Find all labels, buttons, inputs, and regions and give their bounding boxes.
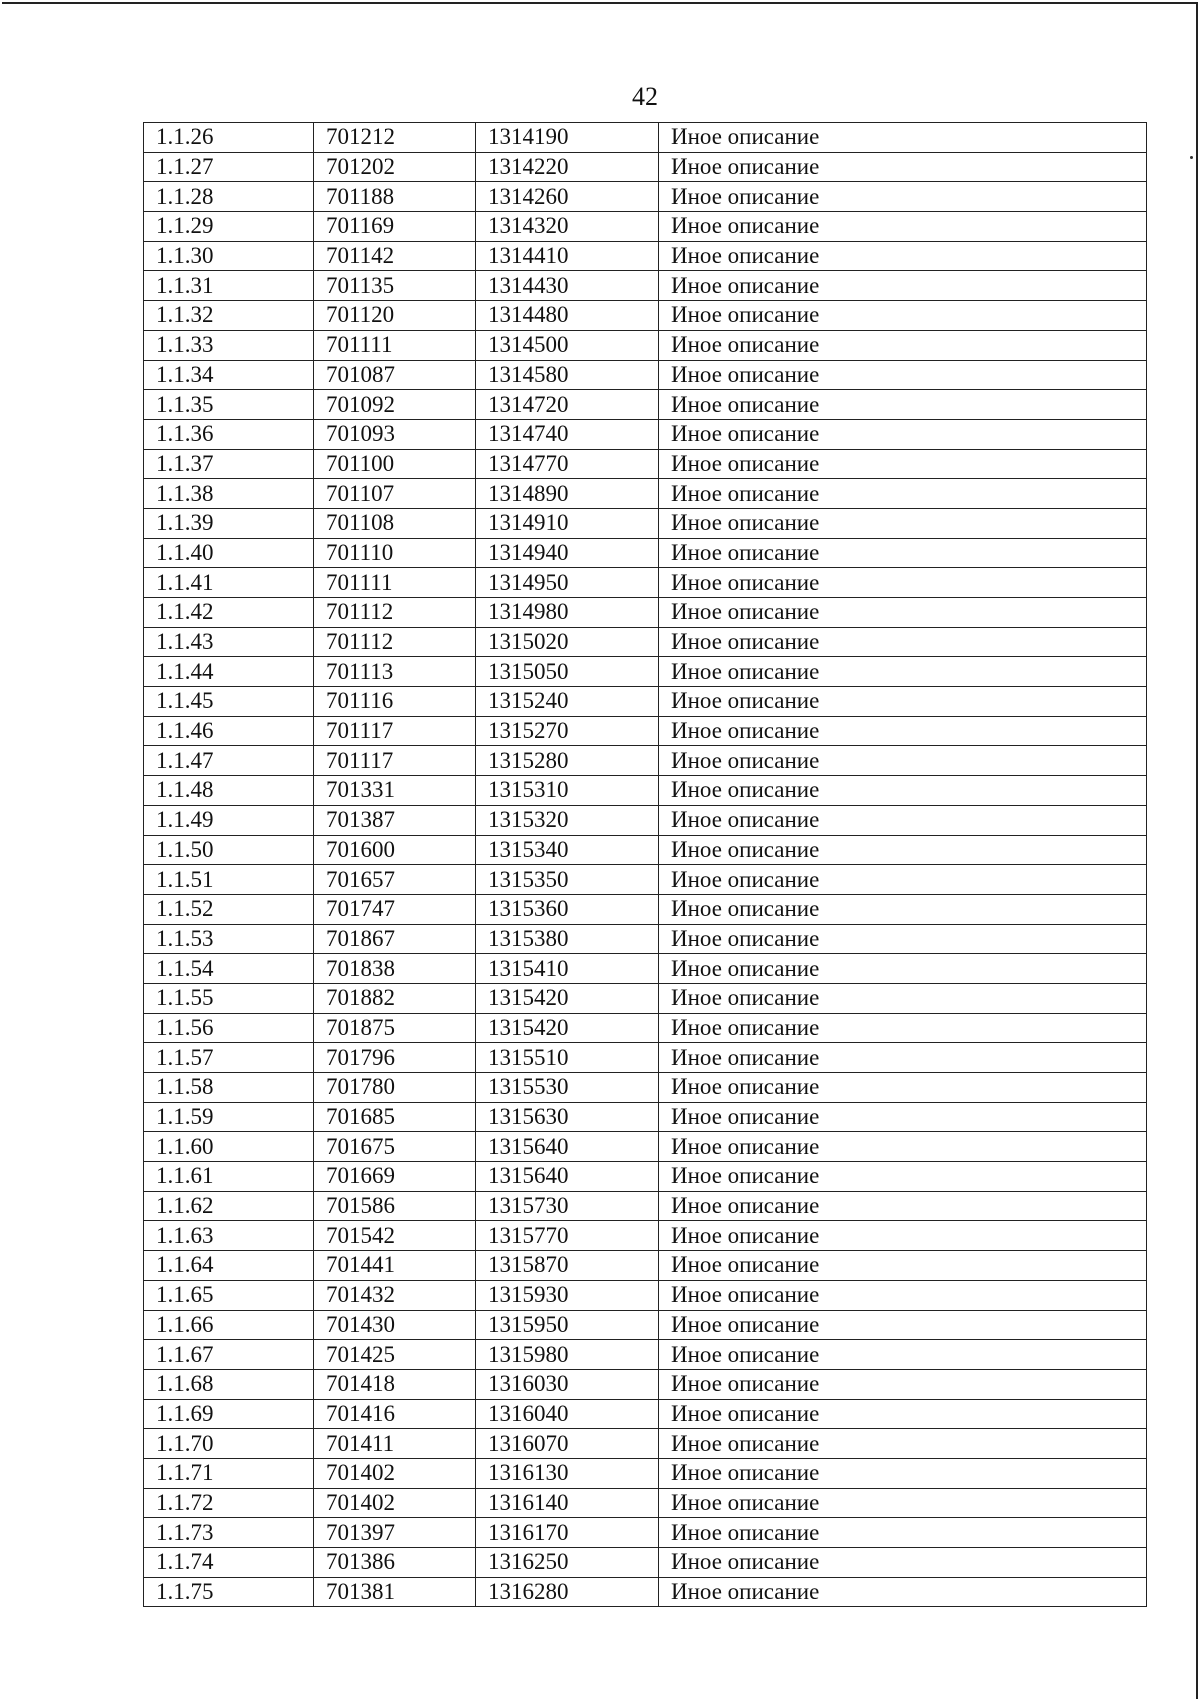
table-body	[144, 123, 1147, 1607]
y-coordinate-cell: 1314950	[476, 568, 659, 598]
point-number-cell: 1.1.65	[144, 1280, 314, 1310]
y-coordinate-cell: 1315640	[476, 1162, 659, 1192]
description-cell: Иное описание	[659, 301, 1147, 331]
table-row	[144, 865, 1147, 895]
y-coordinate-cell: 1314500	[476, 330, 659, 360]
table-row	[144, 301, 1147, 331]
description-cell: Иное описание	[659, 894, 1147, 924]
x-coordinate-cell: 701092	[314, 390, 476, 420]
description-cell: Иное описание	[659, 1518, 1147, 1548]
description-cell: Иное описание	[659, 657, 1147, 687]
description-cell: Иное описание	[659, 152, 1147, 182]
description-cell: Иное описание	[659, 1280, 1147, 1310]
x-coordinate-cell: 701542	[314, 1221, 476, 1251]
table-row	[144, 1013, 1147, 1043]
description-cell: Иное описание	[659, 212, 1147, 242]
x-coordinate-cell: 701117	[314, 746, 476, 776]
y-coordinate-cell: 1314320	[476, 212, 659, 242]
page-number: 42	[632, 82, 658, 111]
x-coordinate-cell: 701100	[314, 449, 476, 479]
y-coordinate-cell: 1315340	[476, 835, 659, 865]
y-coordinate-cell: 1315240	[476, 687, 659, 717]
y-coordinate-cell: 1315980	[476, 1340, 659, 1370]
point-number-cell: 1.1.44	[144, 657, 314, 687]
description-cell: Иное описание	[659, 508, 1147, 538]
description-cell: Иное описание	[659, 835, 1147, 865]
point-number-cell: 1.1.42	[144, 598, 314, 628]
point-number-cell: 1.1.60	[144, 1132, 314, 1162]
y-coordinate-cell: 1315420	[476, 983, 659, 1013]
point-number-cell: 1.1.74	[144, 1548, 314, 1578]
x-coordinate-cell: 701188	[314, 182, 476, 212]
point-number-cell: 1.1.66	[144, 1310, 314, 1340]
description-cell: Иное описание	[659, 1073, 1147, 1103]
point-number-cell: 1.1.51	[144, 865, 314, 895]
point-number-cell: 1.1.43	[144, 627, 314, 657]
point-number-cell: 1.1.27	[144, 152, 314, 182]
description-cell: Иное описание	[659, 598, 1147, 628]
table-row	[144, 508, 1147, 538]
table-row	[144, 123, 1147, 153]
description-cell: Иное описание	[659, 1132, 1147, 1162]
table-row	[144, 1340, 1147, 1370]
table-row	[144, 1518, 1147, 1548]
point-number-cell: 1.1.26	[144, 123, 314, 153]
table-row	[144, 479, 1147, 509]
point-number-cell: 1.1.37	[144, 449, 314, 479]
x-coordinate-cell: 701113	[314, 657, 476, 687]
table-row	[144, 1429, 1147, 1459]
point-number-cell: 1.1.71	[144, 1458, 314, 1488]
point-number-cell: 1.1.34	[144, 360, 314, 390]
y-coordinate-cell: 1315730	[476, 1191, 659, 1221]
y-coordinate-cell: 1314980	[476, 598, 659, 628]
x-coordinate-cell: 701112	[314, 627, 476, 657]
table-row	[144, 1488, 1147, 1518]
table-row	[144, 1162, 1147, 1192]
x-coordinate-cell: 701669	[314, 1162, 476, 1192]
x-coordinate-cell: 701107	[314, 479, 476, 509]
y-coordinate-cell: 1314260	[476, 182, 659, 212]
x-coordinate-cell: 701111	[314, 568, 476, 598]
point-number-cell: 1.1.29	[144, 212, 314, 242]
y-coordinate-cell: 1315020	[476, 627, 659, 657]
description-cell: Иное описание	[659, 123, 1147, 153]
y-coordinate-cell: 1316170	[476, 1518, 659, 1548]
description-cell: Иное описание	[659, 360, 1147, 390]
table-row	[144, 805, 1147, 835]
x-coordinate-cell: 701387	[314, 805, 476, 835]
x-coordinate-cell: 701685	[314, 1102, 476, 1132]
table-row	[144, 687, 1147, 717]
x-coordinate-cell: 701331	[314, 776, 476, 806]
point-number-cell: 1.1.54	[144, 954, 314, 984]
x-coordinate-cell: 701386	[314, 1548, 476, 1578]
description-cell: Иное описание	[659, 1162, 1147, 1192]
x-coordinate-cell: 701212	[314, 123, 476, 153]
y-coordinate-cell: 1315320	[476, 805, 659, 835]
x-coordinate-cell: 701411	[314, 1429, 476, 1459]
point-number-cell: 1.1.38	[144, 479, 314, 509]
y-coordinate-cell: 1316130	[476, 1458, 659, 1488]
description-cell: Иное описание	[659, 1488, 1147, 1518]
table-row	[144, 390, 1147, 420]
description-cell: Иное описание	[659, 1251, 1147, 1281]
table-row	[144, 716, 1147, 746]
x-coordinate-cell: 701142	[314, 241, 476, 271]
y-coordinate-cell: 1314720	[476, 390, 659, 420]
y-coordinate-cell: 1315050	[476, 657, 659, 687]
x-coordinate-cell: 701087	[314, 360, 476, 390]
table-row	[144, 835, 1147, 865]
y-coordinate-cell: 1314890	[476, 479, 659, 509]
point-number-cell: 1.1.53	[144, 924, 314, 954]
x-coordinate-cell: 701418	[314, 1369, 476, 1399]
y-coordinate-cell: 1315380	[476, 924, 659, 954]
x-coordinate-cell: 701586	[314, 1191, 476, 1221]
point-number-cell: 1.1.61	[144, 1162, 314, 1192]
table-row	[144, 1310, 1147, 1340]
x-coordinate-cell: 701675	[314, 1132, 476, 1162]
y-coordinate-cell: 1315360	[476, 894, 659, 924]
table-row	[144, 983, 1147, 1013]
x-coordinate-cell: 701402	[314, 1488, 476, 1518]
description-cell: Иное описание	[659, 449, 1147, 479]
y-coordinate-cell: 1316140	[476, 1488, 659, 1518]
point-number-cell: 1.1.70	[144, 1429, 314, 1459]
table-row	[144, 1073, 1147, 1103]
point-number-cell: 1.1.58	[144, 1073, 314, 1103]
x-coordinate-cell: 701108	[314, 508, 476, 538]
point-number-cell: 1.1.52	[144, 894, 314, 924]
description-cell: Иное описание	[659, 776, 1147, 806]
point-number-cell: 1.1.64	[144, 1251, 314, 1281]
x-coordinate-cell: 701112	[314, 598, 476, 628]
table-row	[144, 241, 1147, 271]
table-row	[144, 776, 1147, 806]
point-number-cell: 1.1.35	[144, 390, 314, 420]
y-coordinate-cell: 1314770	[476, 449, 659, 479]
table-row	[144, 1458, 1147, 1488]
description-cell: Иное описание	[659, 479, 1147, 509]
point-number-cell: 1.1.49	[144, 805, 314, 835]
table-row	[144, 746, 1147, 776]
point-number-cell: 1.1.46	[144, 716, 314, 746]
x-coordinate-cell: 701120	[314, 301, 476, 331]
point-number-cell: 1.1.75	[144, 1577, 314, 1607]
table-row	[144, 1548, 1147, 1578]
description-cell: Иное описание	[659, 182, 1147, 212]
table-row	[144, 212, 1147, 242]
point-number-cell: 1.1.55	[144, 983, 314, 1013]
y-coordinate-cell: 1315530	[476, 1073, 659, 1103]
table-row	[144, 954, 1147, 984]
x-coordinate-cell: 701093	[314, 419, 476, 449]
x-coordinate-cell: 701397	[314, 1518, 476, 1548]
description-cell: Иное описание	[659, 1310, 1147, 1340]
description-cell: Иное описание	[659, 1458, 1147, 1488]
table-row	[144, 1221, 1147, 1251]
x-coordinate-cell: 701867	[314, 924, 476, 954]
table-row	[144, 924, 1147, 954]
description-cell: Иное описание	[659, 1429, 1147, 1459]
description-cell: Иное описание	[659, 1043, 1147, 1073]
table-row	[144, 449, 1147, 479]
description-cell: Иное описание	[659, 924, 1147, 954]
table-row	[144, 538, 1147, 568]
table-row	[144, 360, 1147, 390]
x-coordinate-cell: 701780	[314, 1073, 476, 1103]
y-coordinate-cell: 1314940	[476, 538, 659, 568]
y-coordinate-cell: 1314480	[476, 301, 659, 331]
y-coordinate-cell: 1314740	[476, 419, 659, 449]
x-coordinate-cell: 701657	[314, 865, 476, 895]
y-coordinate-cell: 1316280	[476, 1577, 659, 1607]
table-row	[144, 271, 1147, 301]
point-number-cell: 1.1.50	[144, 835, 314, 865]
table-row	[144, 330, 1147, 360]
description-cell: Иное описание	[659, 954, 1147, 984]
table-row	[144, 1280, 1147, 1310]
point-number-cell: 1.1.59	[144, 1102, 314, 1132]
y-coordinate-cell: 1314580	[476, 360, 659, 390]
table-row	[144, 1399, 1147, 1429]
y-coordinate-cell: 1315420	[476, 1013, 659, 1043]
x-coordinate-cell: 701169	[314, 212, 476, 242]
y-coordinate-cell: 1316030	[476, 1369, 659, 1399]
description-cell: Иное описание	[659, 419, 1147, 449]
description-cell: Иное описание	[659, 330, 1147, 360]
y-coordinate-cell: 1315630	[476, 1102, 659, 1132]
point-number-cell: 1.1.48	[144, 776, 314, 806]
description-cell: Иное описание	[659, 241, 1147, 271]
x-coordinate-cell: 701402	[314, 1458, 476, 1488]
x-coordinate-cell: 701747	[314, 894, 476, 924]
point-number-cell: 1.1.41	[144, 568, 314, 598]
x-coordinate-cell: 701117	[314, 716, 476, 746]
description-cell: Иное описание	[659, 746, 1147, 776]
table-row	[144, 1132, 1147, 1162]
x-coordinate-cell: 701416	[314, 1399, 476, 1429]
y-coordinate-cell: 1314190	[476, 123, 659, 153]
x-coordinate-cell: 701882	[314, 983, 476, 1013]
table-row	[144, 627, 1147, 657]
x-coordinate-cell: 701116	[314, 687, 476, 717]
description-cell: Иное описание	[659, 1191, 1147, 1221]
y-coordinate-cell: 1315350	[476, 865, 659, 895]
description-cell: Иное описание	[659, 1221, 1147, 1251]
point-number-cell: 1.1.36	[144, 419, 314, 449]
table-row	[144, 657, 1147, 687]
point-number-cell: 1.1.45	[144, 687, 314, 717]
y-coordinate-cell: 1314430	[476, 271, 659, 301]
description-cell: Иное описание	[659, 1399, 1147, 1429]
point-number-cell: 1.1.33	[144, 330, 314, 360]
y-coordinate-cell: 1314220	[476, 152, 659, 182]
description-cell: Иное описание	[659, 1340, 1147, 1370]
table-row	[144, 419, 1147, 449]
description-cell: Иное описание	[659, 390, 1147, 420]
point-number-cell: 1.1.47	[144, 746, 314, 776]
y-coordinate-cell: 1315310	[476, 776, 659, 806]
y-coordinate-cell: 1315770	[476, 1221, 659, 1251]
x-coordinate-cell: 701600	[314, 835, 476, 865]
x-coordinate-cell: 701110	[314, 538, 476, 568]
y-coordinate-cell: 1314910	[476, 508, 659, 538]
point-number-cell: 1.1.67	[144, 1340, 314, 1370]
y-coordinate-cell: 1316040	[476, 1399, 659, 1429]
x-coordinate-cell: 701441	[314, 1251, 476, 1281]
point-number-cell: 1.1.73	[144, 1518, 314, 1548]
table-row	[144, 1369, 1147, 1399]
point-number-cell: 1.1.56	[144, 1013, 314, 1043]
description-cell: Иное описание	[659, 538, 1147, 568]
x-coordinate-cell: 701135	[314, 271, 476, 301]
table-row	[144, 152, 1147, 182]
x-coordinate-cell: 701202	[314, 152, 476, 182]
table-row	[144, 182, 1147, 212]
description-cell: Иное описание	[659, 983, 1147, 1013]
y-coordinate-cell: 1315930	[476, 1280, 659, 1310]
scan-speck	[1190, 156, 1193, 159]
y-coordinate-cell: 1315510	[476, 1043, 659, 1073]
table-row	[144, 1043, 1147, 1073]
point-number-cell: 1.1.31	[144, 271, 314, 301]
y-coordinate-cell: 1315640	[476, 1132, 659, 1162]
point-number-cell: 1.1.30	[144, 241, 314, 271]
x-coordinate-cell: 701432	[314, 1280, 476, 1310]
y-coordinate-cell: 1316250	[476, 1548, 659, 1578]
description-cell: Иное описание	[659, 687, 1147, 717]
description-cell: Иное описание	[659, 568, 1147, 598]
point-number-cell: 1.1.69	[144, 1399, 314, 1429]
point-number-cell: 1.1.72	[144, 1488, 314, 1518]
description-cell: Иное описание	[659, 716, 1147, 746]
point-number-cell: 1.1.28	[144, 182, 314, 212]
y-coordinate-cell: 1315870	[476, 1251, 659, 1281]
description-cell: Иное описание	[659, 1577, 1147, 1607]
description-cell: Иное описание	[659, 805, 1147, 835]
description-cell: Иное описание	[659, 1369, 1147, 1399]
x-coordinate-cell: 701425	[314, 1340, 476, 1370]
table-row	[144, 598, 1147, 628]
point-number-cell: 1.1.63	[144, 1221, 314, 1251]
table-row	[144, 1191, 1147, 1221]
point-number-cell: 1.1.39	[144, 508, 314, 538]
point-number-cell: 1.1.68	[144, 1369, 314, 1399]
description-cell: Иное описание	[659, 1102, 1147, 1132]
description-cell: Иное описание	[659, 1013, 1147, 1043]
point-number-cell: 1.1.57	[144, 1043, 314, 1073]
y-coordinate-cell: 1316070	[476, 1429, 659, 1459]
x-coordinate-cell: 701838	[314, 954, 476, 984]
y-coordinate-cell: 1315410	[476, 954, 659, 984]
point-number-cell: 1.1.40	[144, 538, 314, 568]
description-cell: Иное описание	[659, 1548, 1147, 1578]
x-coordinate-cell: 701430	[314, 1310, 476, 1340]
y-coordinate-cell: 1314410	[476, 241, 659, 271]
point-number-cell: 1.1.32	[144, 301, 314, 331]
table-row	[144, 1251, 1147, 1281]
description-cell: Иное описание	[659, 865, 1147, 895]
description-cell: Иное описание	[659, 627, 1147, 657]
table-row	[144, 894, 1147, 924]
x-coordinate-cell: 701111	[314, 330, 476, 360]
table-row	[144, 1102, 1147, 1132]
x-coordinate-cell: 701381	[314, 1577, 476, 1607]
y-coordinate-cell: 1315270	[476, 716, 659, 746]
table-row	[144, 1577, 1147, 1607]
y-coordinate-cell: 1315950	[476, 1310, 659, 1340]
description-cell: Иное описание	[659, 271, 1147, 301]
coordinates-table	[143, 122, 1147, 1607]
x-coordinate-cell: 701875	[314, 1013, 476, 1043]
x-coordinate-cell: 701796	[314, 1043, 476, 1073]
y-coordinate-cell: 1315280	[476, 746, 659, 776]
table-row	[144, 568, 1147, 598]
point-number-cell: 1.1.62	[144, 1191, 314, 1221]
